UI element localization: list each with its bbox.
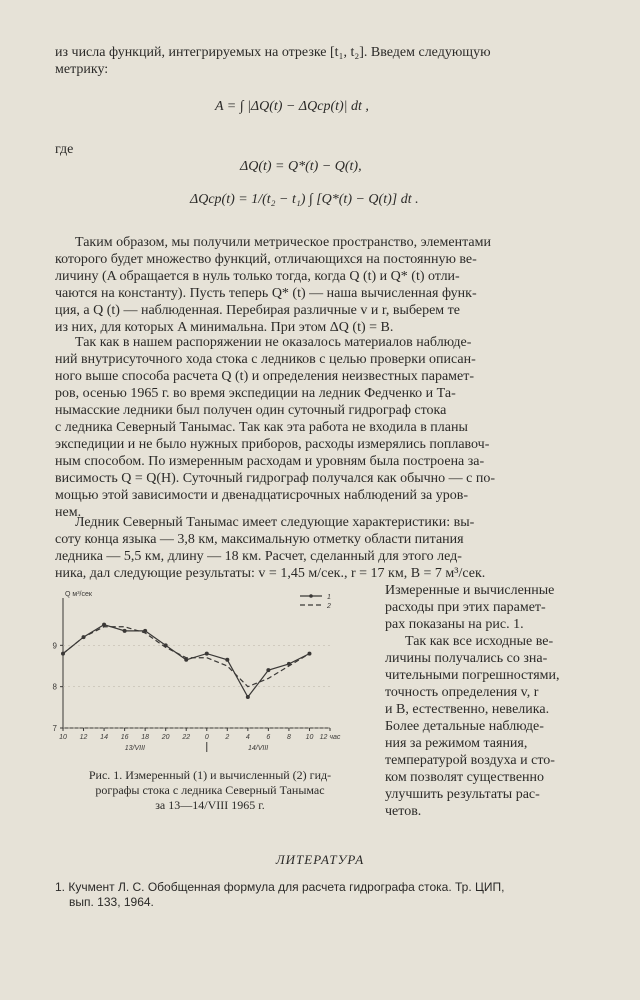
legend-marker [309,594,313,598]
y-tick-label: 7 [52,724,57,733]
text-line: ний внутрисуточного хода стока с ледников с целью проверки описан- [55,352,476,367]
x-tick-label: 6 [266,734,271,741]
text-line: нем. [55,505,82,520]
y-tick-label: 9 [52,641,57,651]
caption-line: Рис. 1. Измеренный (1) и вычисленный (2) гид- [88,768,332,782]
text-line: мощью этой зависимости и двенадцатисрочных наблюдений за уров- [55,488,468,503]
text-line: ния за режимом таяния, [385,736,528,751]
text-line: рах показаны на рис. 1. [385,617,524,632]
text-line: расходы при этих парамет- [385,600,546,615]
text-line: точность определения v, r [385,685,539,700]
data-point [123,629,127,633]
x-tick-label: 0 [204,734,209,741]
formula-delta-q-avg: ΔQср(t) = 1/(t₂ − t₁) ∫ [Q*(t) − Q(t)] dt . [190,192,419,207]
reference-line: 1. Кучмент Л. С. Обобщенная формула для расчета гидрографа стока. Тр. ЦИП, [55,880,505,894]
x-tick-label: 22 [182,734,191,741]
text-line: Более детальные наблюде- [385,719,544,734]
x-tick-label: 12 час [319,734,341,741]
x-tick-label: 2 [225,734,230,741]
series-line-2 [63,627,309,687]
x-tick-label: 16 [120,734,129,741]
text-line: Так как в нашем распоряжении не оказалось материалов наблюде- [75,335,472,350]
x-tick-label: 4 [245,734,250,741]
text-line: с ледника Северный Танымас. Так как эта работа не входила в планы [55,420,468,435]
y-tick-label: 8 [52,682,57,692]
figure-caption [55,768,365,813]
data-point [184,658,188,662]
intro-line: из числа функций, интегрируемых на отрезке [t₁, t₂]. Введем следующую [55,45,491,60]
reference-line: вып. 133, 1964. [69,895,154,909]
date-label: 14/VIII [247,745,269,752]
text-line: Таким образом, мы получили метрическое пространство, элементами [75,235,491,250]
text-line: соту конца языка — 3,8 км, максимальную отметку области питания [55,532,464,547]
text-line: экспедиции и не было нужных приборов, расходы измерялись поплавоч- [55,437,490,452]
x-tick-label: 14 [100,734,108,741]
text-line: ком позволят существенно [385,770,545,785]
text-line: ров, осенью 1965 г. во время экспедиции на ледник Федченко и Та- [55,386,456,401]
text-line: ника, дал следующие результаты: v = 1,45 м/сек., r = 17 км, B = 7 м³/сек. [55,566,486,581]
caption-line: рографы стока с ледника Северный Танымас [95,783,325,797]
legend-label: 1 [327,594,331,601]
text-line: чительными погрешностями, [385,668,560,683]
text-line: улучшить результаты рас- [385,787,540,802]
intro-line: метрику: [55,62,109,77]
caption-line: за 13—14/VIII 1965 г. [155,798,265,812]
text-line: четов. [385,804,422,819]
text-line: нымасские ледники был получен один суточный гидрограф стока [55,403,447,418]
hydrograph-chart [45,586,365,756]
x-tick-label: 20 [161,734,170,741]
text-line: ция, а Q (t) — наблюденная. Перебирая различные v и r, выберем те [55,303,461,318]
text-line: Так как все исходные ве- [405,634,554,649]
text-line: которого будет множество функций, отличающихся на постоянную ве- [55,252,477,267]
data-point [225,658,229,662]
date-label: 13/VIII [124,745,146,752]
text-line: висимость Q = Q(H). Суточный гидрограф получался как обычно — с по- [55,471,496,486]
data-point [307,652,311,656]
text-line: ледника — 5,5 км, длину — 18 км. Расчет, сделанный для этого лед- [55,549,462,564]
formula-metric: A = ∫ |ΔQ(t) − ΔQср(t)| dt , [215,99,369,114]
y-axis-label: Q м³/сек [65,591,92,598]
text-line: Ледник Северный Танымас имеет следующие характеристики: вы- [75,515,475,530]
text-line: температурой воздуха и сто- [385,753,555,768]
x-tick-label: 10 [59,734,67,741]
text-line: личину (A обращается в нуль только тогда, когда Q (t) и Q* (t) отли- [55,269,460,284]
text-line: и B, естественно, невелика. [385,702,550,717]
chart-marks [61,594,331,699]
data-point [246,695,250,699]
right-column-text [385,582,600,820]
literature-heading: ЛИТЕРАТУРА [275,852,365,867]
x-tick-label: 10 [305,734,314,741]
data-point [205,652,209,656]
text-line: ным способом. По измеренным расходам и уровням была построена за- [55,454,485,469]
paragraph-2 [55,334,597,521]
text-line: ного выше способа расчета Q (t) и определения неизвестных парамет- [55,369,475,384]
legend-label: 2 [327,603,331,610]
paragraph-1 [55,234,597,336]
x-tick-label: 8 [286,734,291,741]
formula-delta-q: ΔQ(t) = Q*(t) − Q(t), [240,159,362,174]
x-tick-label: 18 [141,734,150,741]
paragraph-3 [55,514,597,582]
text-line: личины получались со зна- [385,651,548,666]
text-line: чаются на константу). Пусть теперь Q* (t) — наша вычисленная функ- [55,286,477,301]
formula-where: где [55,142,74,157]
chart-axes [53,591,341,752]
reference-1 [55,880,600,910]
text-line: из них, для которых A минимальна. При этом ΔQ (t) = B. [55,320,394,335]
x-tick-label: 12 [79,734,88,741]
text-line: Измеренные и вычисленные [385,583,555,598]
intro-text [55,44,597,78]
data-point [102,623,106,627]
data-point [266,668,270,672]
